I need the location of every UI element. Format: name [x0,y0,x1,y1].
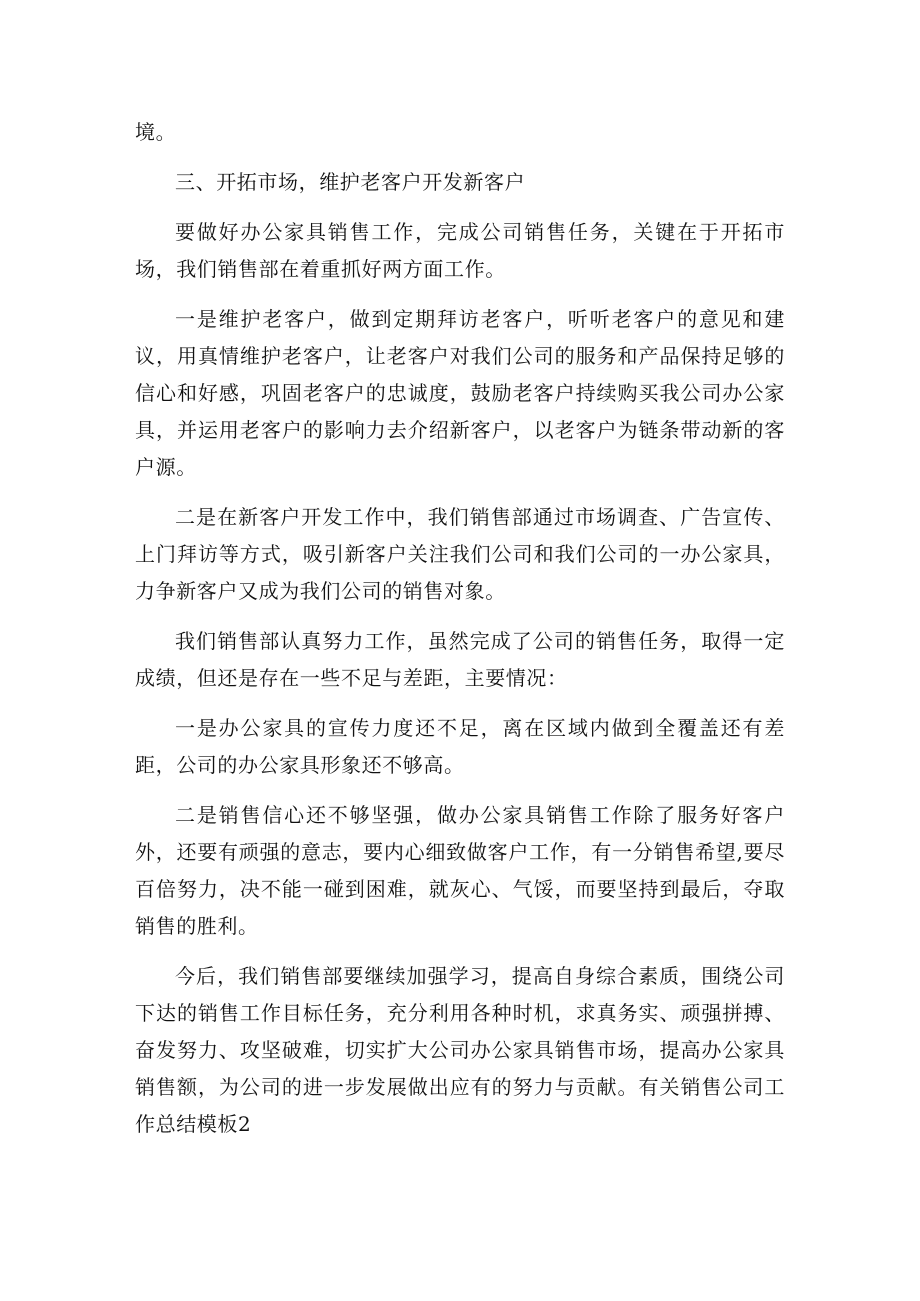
paragraph-future-plan: 今后，我们销售部要继续加强学习，提高自身综合素质，围绕公司下达的销售工作目标任务，充分利用各种时机，求真务实、顽强拼搏、奋发努力、攻坚破难，切实扩大公司办公家具销售市场，提高办公家具销售额，为公司的进一步发展做出应有的努力与贡献。有关销售公司工作总结模板2 [135,964,785,1136]
paragraph-old-customers: 一是维护老客户，做到定期拜访老客户，听听老客户的意见和建议，用真情维护老客户，让老客户对我们公司的服务和产品保持足够的信心和好感，巩固老客户的忠诚度，鼓励老客户持续购买我公司办公家具，并运用老客户的影响力去介绍新客户，以老客户为链条带动新的客户源。 [135,307,785,479]
paragraph-market-intro: 要做好办公家具销售工作，完成公司销售任务，关键在于开拓市场，我们销售部在着重抓好两方面工作。 [135,220,785,281]
paragraph-shortcoming-2: 二是销售信心还不够坚强，做办公家具销售工作除了服务好客户外，还要有顽强的意志，要内心细致做客户工作，有一分销售希望,要尽百倍努力，决不能一碰到困难，就灰心、气馁，而要坚持到最后，夺取销售的胜利。 [135,803,785,938]
paragraph-shortcomings-intro: 我们销售部认真努力工作，虽然完成了公司的销售任务，取得一定成绩，但还是存在一些不足与差距，主要情况： [135,629,785,690]
paragraph-continuation: 境。 [135,120,177,144]
paragraph-new-customers: 二是在新客户开发工作中，我们销售部通过市场调查、广告宣传、上门拜访等方式，吸引新客户关注我们公司和我们公司的一办公家具，力争新客户又成为我们公司的销售对象。 [135,505,785,603]
paragraph-shortcoming-1: 一是办公家具的宣传力度还不足，离在区域内做到全覆盖还有差距，公司的办公家具形象还不够高。 [135,716,785,777]
section-heading-3: 三、开拓市场，维护老客户开发新客户 [175,170,526,194]
